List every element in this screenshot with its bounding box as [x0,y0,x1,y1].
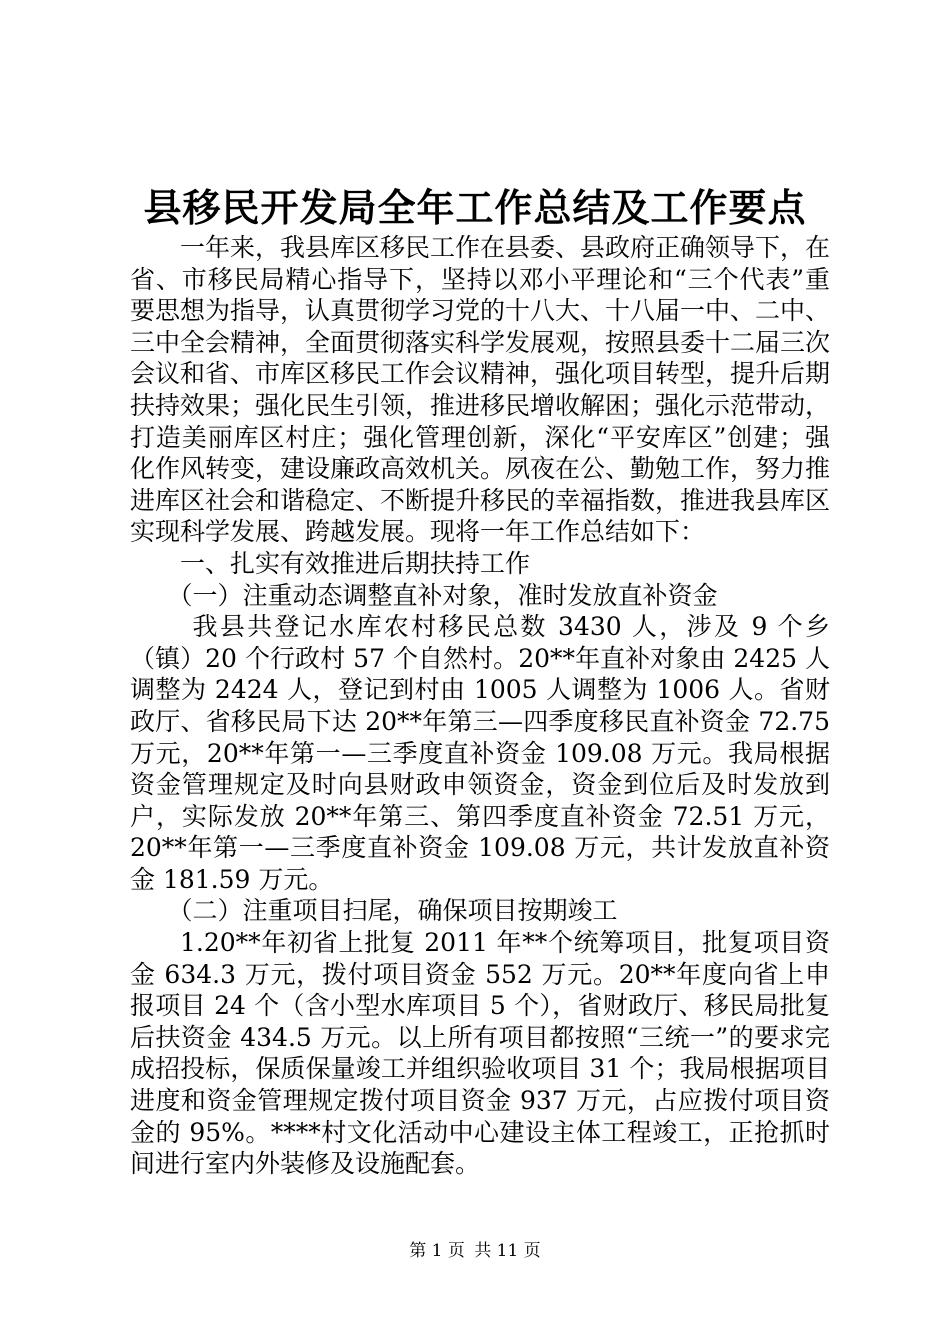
section-heading-1: 一、扎实有效推进后期扶持工作 [180,548,531,578]
body-paragraph-subsidy: 我县共登记水库农村移民总数 3430 人，涉及 9 个乡（镇）20 个行政村 57 个自然村。20**年直补对象由 2425 人调整为 2424 人，登记到村由 1005 人调整为 1006 人。省财政厅、省移民局下达 20**年第三—四季度移民直补资金 72.75 万元，20**年第一—三季度直补资金 109.08 万元。我局根据资金管理规定及时向县财政申领资金，资金到位后及时发放到户，实际发放 20**年第三、第四季度直补资金 72.51 万元，20**年第一—三季度直补资金 109.08 万元，共计发放直补资金 181.59 万元。 [130,612,830,894]
document-title: 县移民开发局全年工作总结及工作要点 [143,186,807,230]
page-number: 第 1 页 [409,1241,465,1261]
page-total: 共 11 页 [474,1241,541,1261]
subsection-heading-2: （二）注重项目扫尾，确保项目按期竣工 [167,896,618,926]
document-body [130,232,830,1180]
body-paragraph-projects: 1.20**年初省上批复 2011 年**个统筹项目，批复项目资金 634.3 万元，拨付项目资金 552 万元。20**年度向省上申报项目 24 个（含小型水库项目 5 个），省财政厅、移民局批复后扶资金 434.5 万元。以上所有项目都按照“三统一”的要求完成招投标，保质保量竣工并组织验收项目 31 个；我局根据项目进度和资金管理规定拨付项目资金 937 万元，占应拨付项目资金的 95%。****村文化活动中心建设主体工程竣工，正抢抓时间进行室内外装修及设施配套。 [130,928,830,1179]
page-footer [0,1240,950,1262]
subsection-heading-1: （一）注重动态调整直补对象，准时发放直补资金 [167,580,718,610]
intro-paragraph: 一年来，我县库区移民工作在县委、县政府正确领导下，在省、市移民局精心指导下，坚持以邓小平理论和“三个代表”重要思想为指导，认真贯彻学习党的十八大、十八届一中、二中、三中全会精神，全面贯彻落实科学发展观，按照县委十二届三次会议和省、市库区移民工作会议精神，强化项目转型，提升后期扶持效果；强化民生引领，推进移民增收解困；强化示范带动，打造美丽库区村庄；强化管理创新，深化“平安库区”创建；强化作风转变，建设廉政高效机关。夙夜在公、勤勉工作，努力推进库区社会和谐稳定、不断提升移民的幸福指数，推进我县库区实现科学发展、跨越发展。现将一年工作总结如下： [130,233,831,547]
